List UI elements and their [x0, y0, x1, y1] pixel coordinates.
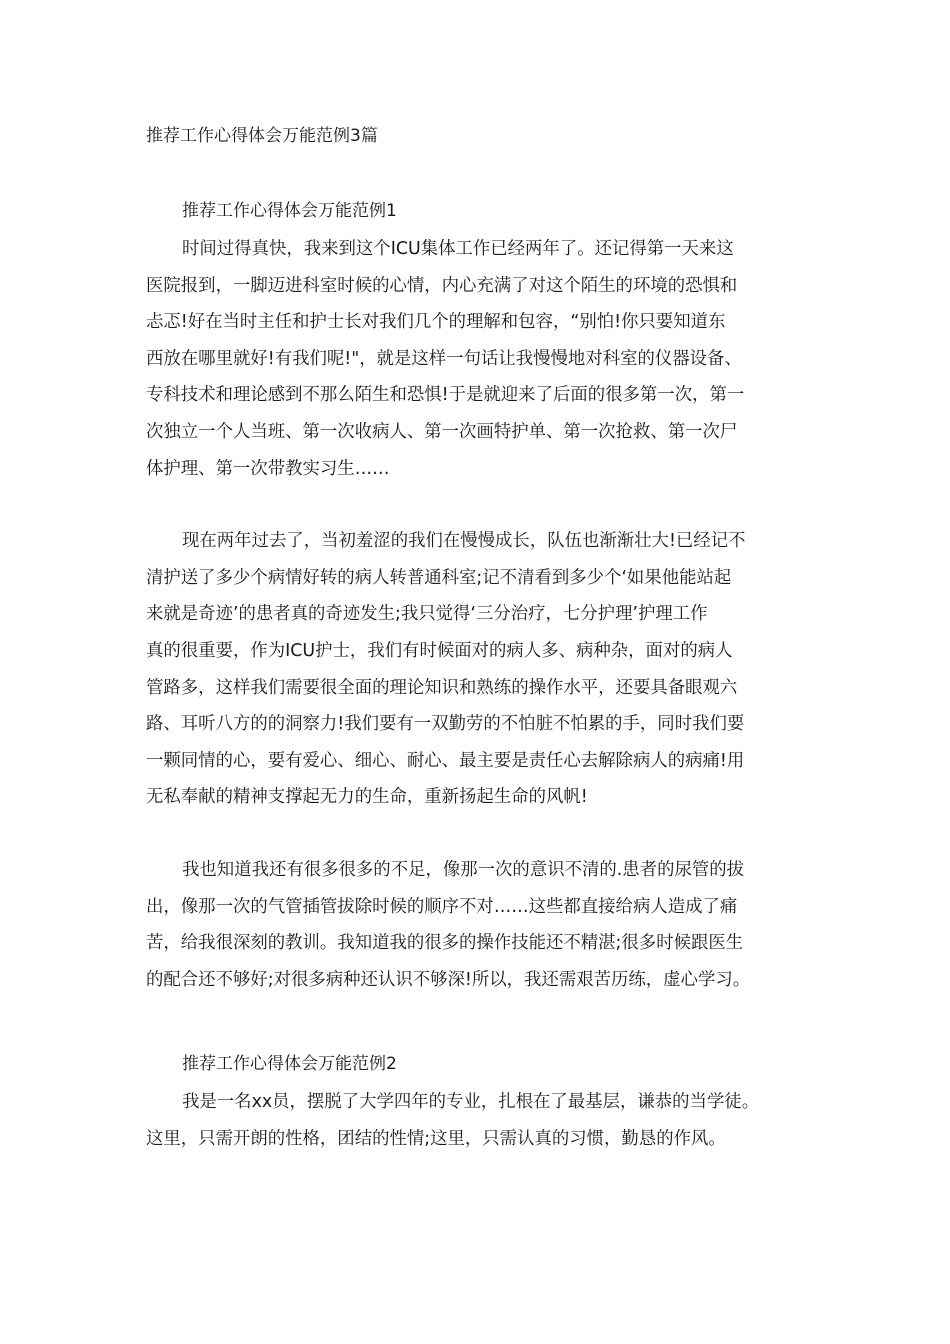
paragraph [146, 852, 810, 998]
section-heading: 推荐工作心得体会万能范例1 [182, 201, 397, 221]
text-line: 路、耳听八方的的洞察力!我们要有一双勤劳的不怕脏不怕累的手，同时我们要 [146, 714, 745, 735]
text-line: 我也知道我还有很多很多的不足，像那一次的意识不清的.患者的尿管的拔 [182, 859, 745, 880]
section-2 [146, 1052, 810, 1157]
text-line: 一颗同情的心，要有爱心、细心、耐心、最主要是责任心去解除病人的病痛!用 [146, 750, 745, 771]
text-line: 专科技术和理论感到不那么陌生和恐惧!于是就迎来了后面的很多第一次，第一 [146, 385, 745, 406]
text-line: 苦，给我很深刻的教训。我知道我的很多的操作技能还不精湛;很多时候跟医生 [146, 933, 744, 954]
text-line: 西放在哪里就好!有我们呢!"，就是这样一句话让我慢慢地对科室的仪器设备、 [146, 348, 742, 369]
text-line: 体护理、第一次带教实习生…… [146, 458, 390, 479]
text-line: 清护送了多少个病情好转的病人转普通科室;记不清看到多少个‘如果他能站起 [146, 567, 732, 588]
text-line: 现在两年过去了，当初羞涩的我们在慢慢成长，队伍也渐渐壮大!已经记不 [182, 531, 746, 552]
text-line: 出，像那一次的气管插管拔除时候的顺序不对……这些都直接给病人造成了痛 [146, 896, 738, 917]
text-line: 真的很重要，作为ICU护士，我们有时候面对的病人多、病种杂，面对的病人 [146, 640, 733, 661]
paragraph [146, 1084, 810, 1157]
text-line: 我是一名xx员，摆脱了大学四年的专业，扎根在了最基层，谦恭的当学徒。 [182, 1092, 760, 1112]
text-line: 来就是奇迹’的患者真的奇迹发生;我只觉得‘三分治疗，七分护理’护理工作 [146, 604, 708, 625]
text-line: 时间过得真快，我来到这个ICU集体工作已经两年了。还记得第一天来这 [182, 239, 734, 259]
text-line: 这里，只需开朗的性格，团结的性情;这里，只需认真的习惯，勤恳的作风。 [146, 1128, 726, 1149]
section-heading: 推荐工作心得体会万能范例2 [182, 1054, 397, 1074]
text-line: 无私奉献的精神支撑起无力的生命，重新扬起生命的风帆! [146, 787, 588, 808]
text-line: 忐忑!好在当时主任和护士长对我们几个的理解和包容，“别怕!你只要知道东 [146, 312, 726, 333]
paragraph [146, 231, 810, 487]
section-1 [146, 199, 810, 998]
text-line: 次独立一个人当班、第一次收病人、第一次画特护单、第一次抢救、第一次尸 [146, 421, 738, 442]
text-line: 管路多，这样我们需要很全面的理论知识和熟练的操作水平，还要具备眼观六 [146, 677, 738, 698]
text-line: 医院报到，一脚迈进科室时候的心情，内心充满了对这个陌生的环境的恐惧和 [146, 275, 738, 296]
text-line: 的配合还不够好;对很多病种还认识不够深!所以，我还需艰苦历练，虚心学习。 [146, 969, 751, 990]
document-title: 推荐工作心得体会万能范例3篇 [146, 126, 378, 146]
paragraph [146, 523, 810, 816]
